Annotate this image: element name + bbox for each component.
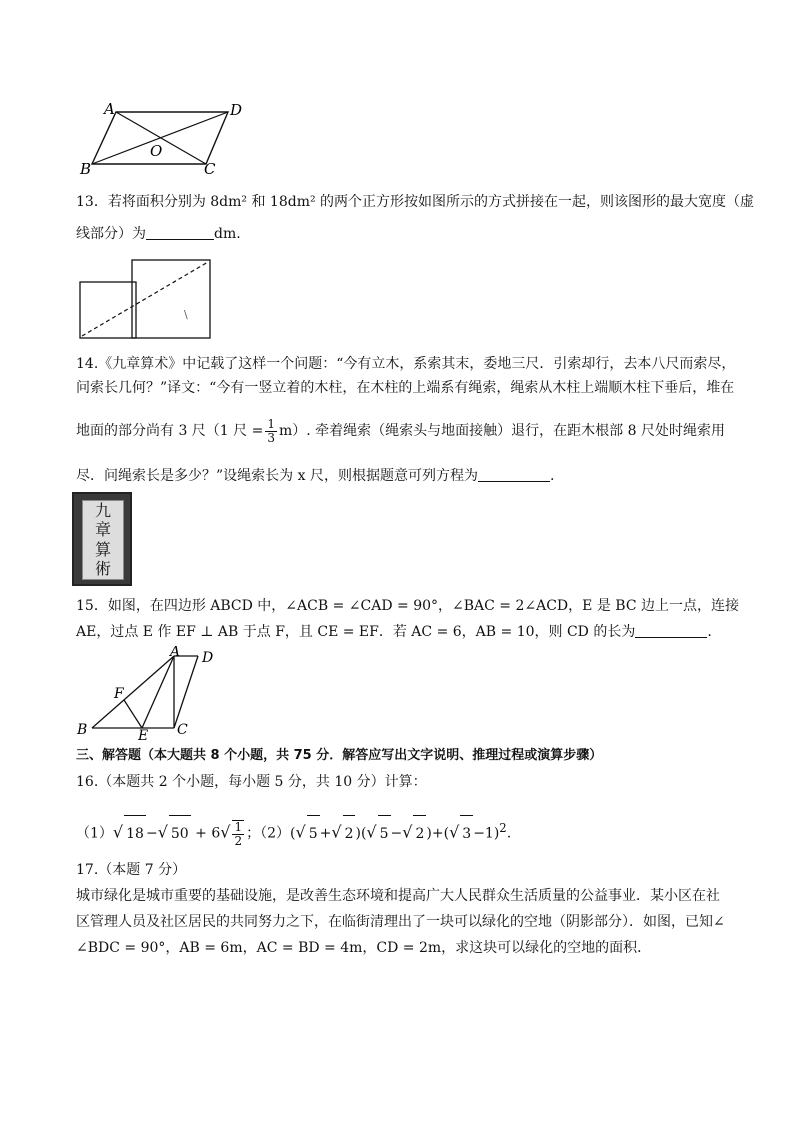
book-char-4: 術 <box>94 559 111 579</box>
q13-line2 <box>76 224 241 244</box>
q17-header: 17.（本题 7 分） <box>76 862 187 878</box>
svg-text:\: \ <box>184 308 188 321</box>
q13-line1: 13．若将面积分别为 8dm² 和 18dm² 的两个正方形按如图所示的方式拼接在一起，则该图形的最大宽度（虚 <box>76 194 755 210</box>
q17-line2: 区管理人员及社区居民的共同努力之下，在临街清理出了一块可以绿化的空地（阴影部分）．如图，已知∠ <box>76 914 725 930</box>
section-heading: 三、解答题（本大题共 8 个小题，共 75 分．解答应写出文字说明、推理过程或演算步骤） <box>76 748 603 763</box>
q14-text-c: 尽．问绳索长是多少？”设绳索长为 x 尺，则根据题意可列方程为 <box>76 468 478 484</box>
label-d: D <box>230 101 243 119</box>
label-c: C <box>177 722 188 738</box>
two-squares-figure <box>76 256 216 342</box>
q14-line4: 尽．问绳索长是多少？”设绳索长为 x 尺，则根据题意可列方程为 . <box>76 468 555 484</box>
q15-line2: AE，过点 E 作 EF ⊥ AB 于点 F，且 CE = EF．若 AC = 6，AB = 10，则 CD 的长为 . <box>76 624 712 640</box>
label-c: C <box>204 160 216 178</box>
label-d: D <box>202 650 214 666</box>
parallelogram-figure <box>78 98 258 178</box>
q13-unit: dm. <box>214 226 241 242</box>
q17-line1: 城市绿化是城市重要的基础设施，是改善生态环境和提高广大人民群众生活质量的公益事业．某小区在社 <box>76 888 720 904</box>
quadrilateral-figure <box>74 646 224 740</box>
q14-line1: 14.《九章算术》中记载了这样一个问题：“今有立木，系索其末，委地三尺．引索却行，去本八尺而索尽， <box>76 356 736 372</box>
label-e: E <box>138 728 149 740</box>
q14-line2: 问索长几何？”译文：“今有一竖立着的木柱，在木柱的上端系有绳索，绳索从木柱上端顺木柱下垂后，堆在 <box>76 380 735 396</box>
answer-blank <box>478 467 550 482</box>
answer-blank <box>146 225 214 240</box>
q14-line3 <box>76 414 725 448</box>
label-b: B <box>80 160 92 178</box>
label-a: A <box>104 100 115 118</box>
q13-text-a: 线部分）为 <box>76 226 146 242</box>
book-char-2: 章 <box>94 520 111 540</box>
q15-text-a: AE，过点 E 作 EF ⊥ AB 于点 F，且 CE = EF．若 AC = 6，AB = 10，则 CD 的长为 <box>76 624 636 640</box>
q16-expressions: （1）√ 18 −√ 50 + 6√ $\frac{1}{2}$ ；（2）(√ 5 +√ 2 )(√ 5 −√ 2 )+(√ 3 −1)$^2$. <box>76 810 511 846</box>
book-char-3: 算 <box>94 539 111 559</box>
label-o: O <box>150 142 163 160</box>
q14-text-a: 地面的部分尚有 3 尺（1 尺 = <box>76 423 264 439</box>
label-a: A <box>170 646 181 660</box>
label-b: B <box>77 722 88 738</box>
q17-line3: ∠BDC = 90°，AB = 6m，AC = BD = 4m，CD = 2m，求这块可以绿化的空地的面积． <box>76 940 652 956</box>
answer-blank <box>635 623 707 638</box>
q16-header: 16.（本题共 2 个小题，每小题 5 分，共 10 分）计算： <box>76 774 427 790</box>
book-cover-image <box>72 492 132 586</box>
q15-line1: 15．如图，在四边形 ABCD 中，∠ACB = ∠CAD = 90°，∠BAC = 2∠ACD，E 是 BC 边上一点，连接 <box>76 598 739 614</box>
label-f: F <box>114 686 124 702</box>
book-char-1: 九 <box>94 500 111 520</box>
fraction-one-third: $\frac{1}{3}$ <box>267 416 275 445</box>
q14-text-b: m）. 牵着绳索（绳索头与地面接触）退行，在距木根部 8 尺处时绳索用 <box>279 423 725 439</box>
